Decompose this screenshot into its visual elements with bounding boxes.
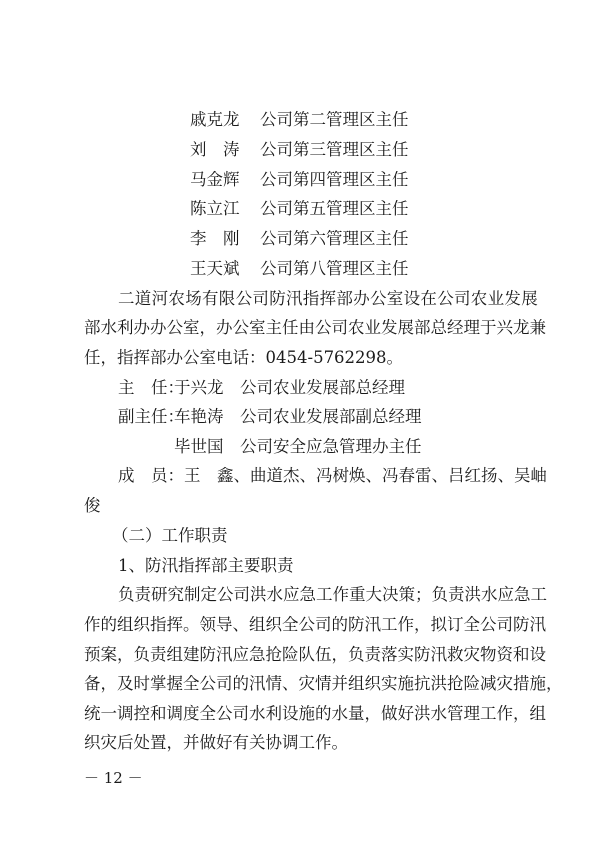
member-title-3: 公司第四管理区主任 <box>260 170 409 189</box>
director-title: 公司农业发展部总经理 <box>240 378 405 397</box>
office-paragraph-line-2: 部水利办办公室，办公室主任由公司农业发展部总经理于兴龙兼 <box>84 318 546 337</box>
member-title-2: 公司第三管理区主任 <box>260 140 409 159</box>
deputy-2-title: 公司安全应急管理办主任 <box>240 437 422 456</box>
member-name-4: 陈立江 <box>190 199 240 218</box>
office-paragraph-line-1: 二道河农场有限公司防汛指挥部办公室设在公司农业发展 <box>118 289 538 308</box>
member-name-6: 王天斌 <box>190 259 240 278</box>
member-title-1: 公司第二管理区主任 <box>260 110 409 129</box>
member-name-1: 戚克龙 <box>190 110 240 129</box>
duties-line-2: 作的组织指挥。领导、组织全公司的防汛工作，拟订全公司防汛 <box>84 615 546 634</box>
duties-line-6: 织灾后处置，并做好有关协调工作。 <box>84 733 348 752</box>
duties-line-5: 统一调控和调度全公司水利设施的水量，做好洪水管理工作，组 <box>84 704 546 723</box>
deputy-1-name: 车艳涛 <box>174 407 224 426</box>
duties-line-1: 负责研究制定公司洪水应急工作重大决策；负责洪水应急工 <box>118 585 547 604</box>
director-label: 主 任： <box>118 378 184 397</box>
member-name-2: 刘 涛 <box>190 140 240 159</box>
director-name: 于兴龙 <box>174 378 224 397</box>
member-title-5: 公司第六管理区主任 <box>260 229 409 248</box>
deputy-label: 副主任： <box>118 407 184 426</box>
page-number: － 12 － <box>84 769 143 787</box>
member-title-6: 公司第八管理区主任 <box>260 259 409 278</box>
section-heading: （二）工作职责 <box>112 526 228 545</box>
member-title-4: 公司第五管理区主任 <box>260 199 409 218</box>
deputy-1-title: 公司农业发展部副总经理 <box>240 407 422 426</box>
duties-line-3: 预案，负责组建防汛应急抢险队伍，负责落实防汛救灾物资和设 <box>84 645 546 664</box>
subsection-heading: 1、防汛指挥部主要职责 <box>118 556 294 575</box>
members-line-1: 成 员：王 鑫、曲道杰、冯树焕、冯春雷、吕红扬、吴岫 <box>118 466 547 485</box>
member-name-3: 马金辉 <box>190 170 240 189</box>
deputy-2-name: 毕世国 <box>174 437 224 456</box>
members-line-2: 俊 <box>84 496 101 515</box>
member-name-5: 李 刚 <box>190 229 240 248</box>
office-paragraph-line-3: 任，指挥部办公室电话：0454-5762298。 <box>84 348 404 367</box>
duties-line-4: 备，及时掌握全公司的汛情、灾情并组织实施抗洪抢险减灾措施， <box>84 674 563 693</box>
